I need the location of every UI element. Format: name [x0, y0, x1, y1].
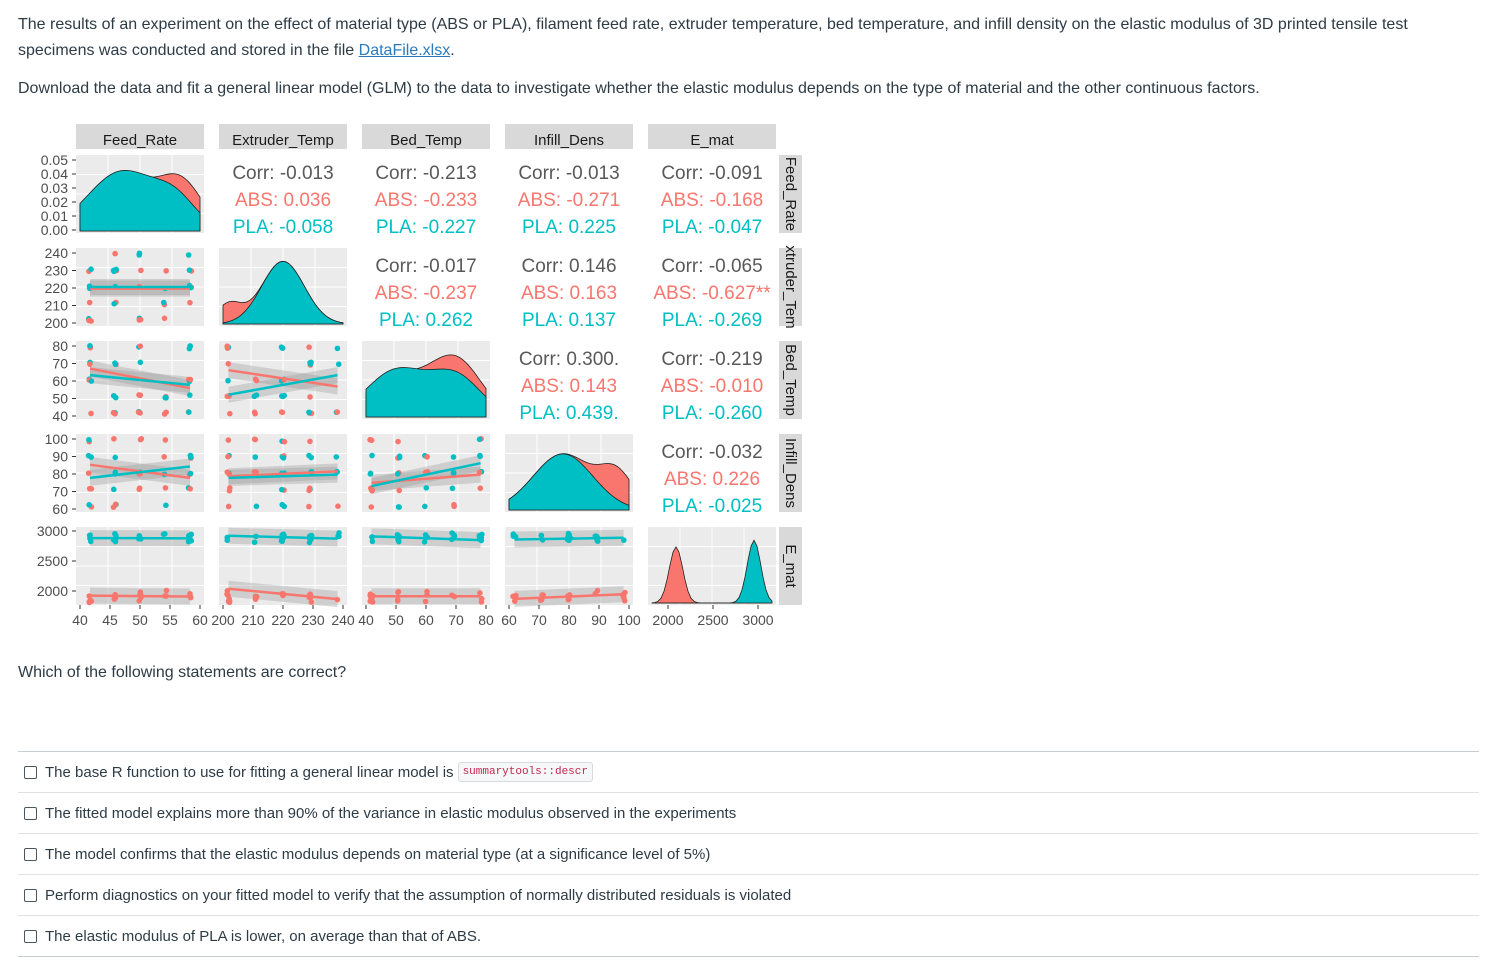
pairs-plot-figure [28, 118, 808, 648]
y-tick-label: 50 [52, 390, 68, 407]
data-point [396, 488, 402, 494]
data-point [370, 599, 376, 605]
data-point [306, 344, 312, 350]
data-point [226, 504, 232, 510]
corr-overall: Corr: -0.013 [232, 163, 334, 184]
data-point [335, 346, 341, 352]
data-point [164, 588, 170, 594]
data-point [368, 471, 374, 477]
x-tick-label: 55 [162, 612, 178, 628]
column-strip-label: Extruder_Temp [232, 132, 334, 149]
y-tick-label: 70 [52, 483, 68, 500]
data-point [87, 361, 93, 367]
data-point [87, 300, 93, 306]
corr-overall: Corr: -0.032 [661, 442, 763, 463]
answer-2-checkbox[interactable] [24, 807, 37, 820]
corr-overall: Corr: -0.213 [375, 163, 477, 184]
data-point [369, 453, 375, 459]
data-point [477, 453, 483, 459]
corr-overall: Corr: 0.146 [521, 256, 617, 277]
data-point [422, 504, 428, 510]
data-point [89, 378, 95, 384]
answer-4-checkbox[interactable] [24, 889, 37, 902]
row-strip-label: E_mat [782, 544, 799, 588]
data-point [252, 539, 258, 545]
y-tick-label: 60 [52, 373, 68, 389]
data-point [282, 439, 288, 445]
data-point [478, 485, 484, 491]
data-point [163, 409, 169, 415]
data-point [163, 502, 169, 508]
corr-pla: PLA: -0.227 [375, 217, 477, 238]
data-point [424, 454, 430, 460]
corr-abs: ABS: -0.168 [660, 190, 764, 211]
data-point [137, 250, 143, 256]
y-tick-label: 0.05 [40, 152, 68, 168]
data-point [188, 532, 194, 538]
data-point [254, 392, 260, 398]
data-point [163, 437, 169, 443]
answer-3-checkbox[interactable] [24, 848, 37, 861]
data-point [113, 361, 119, 367]
column-strip-label: Bed_Temp [390, 132, 462, 149]
y-tick-label: 60 [52, 501, 68, 517]
x-tick-label: 90 [591, 612, 607, 628]
data-point [186, 252, 192, 258]
data-point [162, 316, 168, 322]
x-tick-label: 100 [617, 612, 641, 628]
data-point [306, 488, 312, 494]
data-point [225, 345, 231, 351]
data-point [186, 409, 192, 415]
corr-abs: ABS: -0.271 [517, 190, 621, 211]
answer-option-2[interactable] [18, 792, 1479, 833]
data-point [281, 504, 287, 510]
data-point [397, 455, 403, 461]
corr-abs: ABS: -0.010 [660, 376, 764, 397]
data-point [188, 455, 194, 461]
data-point [112, 251, 118, 257]
data-point [395, 439, 401, 445]
data-point [449, 530, 455, 536]
x-tick-label: 60 [501, 612, 517, 628]
y-tick-label: 2500 [36, 553, 68, 569]
data-point [187, 346, 193, 352]
data-point [539, 533, 545, 539]
data-point [88, 411, 94, 417]
data-point [113, 501, 119, 507]
corr-pla: PLA: -0.269 [661, 310, 763, 331]
x-tick-label: 220 [271, 612, 295, 628]
corr-abs: ABS: 0.143 [520, 376, 618, 397]
y-tick-label: 0.01 [40, 208, 68, 224]
data-point [112, 596, 118, 602]
data-point [307, 540, 313, 546]
data-point [367, 437, 373, 443]
data-point [224, 469, 230, 475]
row-strip-label: Infill_Dens [782, 437, 799, 509]
data-point [281, 455, 287, 461]
data-point [306, 410, 312, 416]
corr-pla: PLA: -0.058 [232, 217, 334, 238]
x-tick-label: 70 [448, 612, 464, 628]
data-point [137, 317, 143, 323]
data-point [112, 455, 118, 461]
data-point [307, 439, 313, 445]
data-point [136, 486, 142, 492]
corr-abs: ABS: 0.163 [520, 283, 618, 304]
corr-pla: PLA: 0.262 [378, 310, 474, 331]
data-point [163, 485, 169, 491]
x-tick-label: 3000 [742, 612, 774, 628]
intro-paragraph-1 [18, 12, 1468, 64]
data-point [226, 437, 232, 443]
intro-text-end: . [450, 42, 455, 59]
datafile-link[interactable]: DataFile.xlsx [358, 42, 451, 59]
data-point [422, 539, 428, 545]
x-tick-label: 50 [132, 612, 148, 628]
x-tick-label: 240 [331, 612, 355, 628]
data-point [111, 487, 117, 493]
x-tick-label: 60 [418, 612, 434, 628]
data-point [450, 486, 456, 492]
data-point [369, 487, 375, 493]
x-tick-label: 200 [211, 612, 235, 628]
data-point [163, 268, 169, 274]
data-point [88, 454, 94, 460]
y-tick-label: 200 [44, 315, 68, 331]
data-point [162, 395, 168, 401]
data-point [306, 504, 312, 510]
row-strip-label: xtruder_Tem [782, 245, 799, 329]
y-tick-label: 0.04 [40, 166, 68, 182]
corr-pla: PLA: -0.025 [661, 496, 763, 517]
answer-4-text: Perform diagnostics on your fitted model to verify that the assumption of normally distributed residuals is violated [45, 886, 792, 904]
data-point [225, 378, 231, 384]
column-strip-label: E_mat [690, 132, 734, 149]
data-point [396, 589, 402, 595]
data-point [139, 436, 145, 442]
data-point [87, 600, 93, 606]
data-point [187, 392, 193, 398]
data-point [370, 539, 376, 545]
data-point [253, 596, 259, 602]
data-point [187, 267, 193, 273]
data-point [479, 532, 485, 538]
data-point [136, 392, 142, 398]
x-tick-label: 2000 [652, 612, 684, 628]
corr-overall: Corr: -0.091 [661, 163, 763, 184]
answer-option-4[interactable] [18, 874, 1479, 915]
data-point [111, 301, 117, 307]
corr-overall: Corr: -0.219 [661, 349, 763, 370]
data-point [161, 454, 167, 460]
data-point [187, 486, 193, 492]
corr-pla: PLA: 0.225 [521, 217, 617, 238]
data-point [111, 268, 117, 274]
data-point [187, 300, 193, 306]
y-tick-label: 70 [52, 355, 68, 372]
data-point [136, 598, 142, 604]
answer-3-text: The model confirms that the elastic modulus depends on material type (at a significance level of 5%) [45, 845, 711, 863]
question-intro [18, 12, 1468, 102]
data-point [336, 361, 342, 367]
x-tick-label: 230 [301, 612, 325, 628]
data-point [188, 377, 194, 383]
data-point [86, 502, 92, 508]
x-tick-label: 45 [102, 612, 118, 628]
answer-1-checkbox[interactable] [24, 766, 37, 779]
data-point [87, 343, 93, 349]
x-tick-label: 2500 [697, 612, 729, 628]
y-tick-label: 230 [44, 262, 68, 279]
data-point [111, 410, 117, 416]
data-point [334, 409, 340, 415]
fit-line [514, 538, 623, 540]
data-point [333, 454, 339, 460]
data-point [252, 454, 258, 460]
y-tick-label: 210 [44, 297, 68, 314]
data-point [112, 531, 118, 537]
fit-line [90, 596, 190, 597]
x-tick-label: 50 [388, 612, 404, 628]
data-point [254, 378, 260, 384]
data-point [88, 539, 94, 545]
data-point [86, 470, 92, 476]
data-point [225, 454, 231, 460]
row-strip-label: Feed_Rate [782, 156, 799, 232]
data-point [308, 361, 314, 367]
data-point [279, 487, 285, 493]
data-point [227, 599, 233, 605]
data-point [227, 485, 233, 491]
y-tick-label: 0.02 [40, 194, 68, 210]
answer-1-code: summarytools::descr [458, 762, 593, 782]
data-point [252, 436, 258, 442]
corr-pla: PLA: -0.047 [661, 217, 763, 238]
data-point [111, 393, 117, 399]
answer-option-5[interactable] [18, 915, 1479, 956]
data-point [396, 539, 402, 545]
question-prompt: Which of the following statements are correct? [18, 664, 347, 681]
data-point [137, 343, 143, 349]
y-tick-label: 90 [52, 448, 68, 465]
x-tick-label: 210 [241, 612, 265, 628]
answer-5-text: The elastic modulus of PLA is lower, on average than that of ABS. [45, 927, 482, 945]
x-tick-label: 60 [192, 612, 208, 628]
y-tick-label: 40 [52, 408, 68, 424]
x-tick-label: 40 [72, 612, 88, 628]
x-tick-label: 40 [358, 612, 374, 628]
x-tick-label: 80 [561, 612, 577, 628]
pairs-plot [28, 118, 808, 648]
data-point [477, 437, 483, 443]
data-point [188, 471, 194, 477]
data-point [307, 394, 313, 400]
data-point [423, 599, 429, 605]
data-point [111, 436, 117, 442]
corr-overall: Corr: 0.300. [518, 349, 620, 370]
data-point [224, 591, 230, 597]
y-tick-label: 3000 [36, 523, 68, 539]
data-point [136, 409, 142, 415]
data-point [477, 590, 483, 596]
answer-list [18, 751, 1479, 957]
data-point [138, 268, 144, 274]
data-point [252, 411, 258, 417]
corr-pla: PLA: 0.137 [521, 310, 617, 331]
data-point [395, 598, 401, 604]
data-point [280, 345, 286, 351]
intro-paragraph-2: Download the data and fit a general linear model (GLM) to the data to investigate whether the elastic modulus depends on the type of material and the other continuous factors. [18, 80, 1260, 97]
data-point [424, 589, 430, 595]
data-point [451, 504, 457, 510]
x-tick-label: 70 [531, 612, 547, 628]
y-tick-label: 2000 [36, 583, 68, 599]
y-tick-label: 80 [52, 466, 68, 482]
x-tick-label: 80 [478, 612, 494, 628]
data-point [254, 504, 260, 510]
answer-option-3[interactable] [18, 833, 1479, 874]
answer-5-checkbox[interactable] [24, 930, 37, 943]
data-point [396, 504, 402, 510]
data-point [162, 531, 168, 537]
data-point [395, 471, 401, 477]
column-strip-label: Infill_Dens [533, 132, 605, 149]
answer-option-1[interactable] [18, 752, 1479, 792]
data-point [368, 504, 374, 510]
data-point [88, 266, 94, 272]
data-point [510, 531, 516, 537]
data-point [336, 530, 342, 536]
row-strip-label: Bed_Temp [782, 344, 799, 416]
corr-abs: ABS: -0.237 [374, 283, 478, 304]
corr-pla: PLA: -0.260 [661, 403, 763, 424]
corr-abs: ABS: 0.226 [663, 469, 761, 490]
y-tick-label: 220 [44, 280, 68, 296]
y-tick-label: 80 [52, 338, 68, 354]
answer-1-text: The base R function to use for fitting a general linear model is [45, 763, 454, 781]
data-point [86, 318, 92, 324]
data-point [87, 486, 93, 492]
data-point [423, 485, 429, 491]
corr-pla: PLA: 0.439. [519, 403, 619, 424]
y-tick-label: 100 [44, 431, 68, 447]
corr-overall: Corr: -0.017 [375, 256, 477, 277]
data-point [161, 300, 167, 306]
data-point [281, 393, 287, 399]
data-point [423, 532, 429, 538]
corr-abs: ABS: 0.036 [234, 190, 332, 211]
y-tick-label: 0.00 [40, 222, 68, 238]
corr-overall: Corr: -0.065 [661, 256, 763, 277]
data-point [225, 361, 231, 367]
y-tick-label: 0.03 [40, 180, 68, 196]
data-point [335, 503, 341, 509]
column-strip-label: Feed_Rate [102, 132, 178, 149]
corr-abs: ABS: -0.627** [653, 283, 771, 304]
data-point [86, 437, 92, 443]
y-tick-label: 240 [44, 245, 68, 261]
data-point [479, 599, 485, 605]
data-point [280, 410, 286, 416]
answer-2-text: The fitted model explains more than 90% of the variance in elastic modulus observed in the experiments [45, 804, 737, 822]
data-point [308, 455, 314, 461]
corr-overall: Corr: -0.013 [518, 163, 620, 184]
data-point [138, 360, 144, 366]
intro-text: The results of an experiment on the effect of material type (ABS or PLA), filament feed rate, extruder temperature, bed temperature, and infill density on the elastic modulus of 3D printed tensile test specimens was conducted and stored in the file [18, 16, 1408, 59]
data-point [451, 454, 457, 460]
data-point [227, 411, 233, 417]
corr-abs: ABS: -0.233 [374, 190, 478, 211]
